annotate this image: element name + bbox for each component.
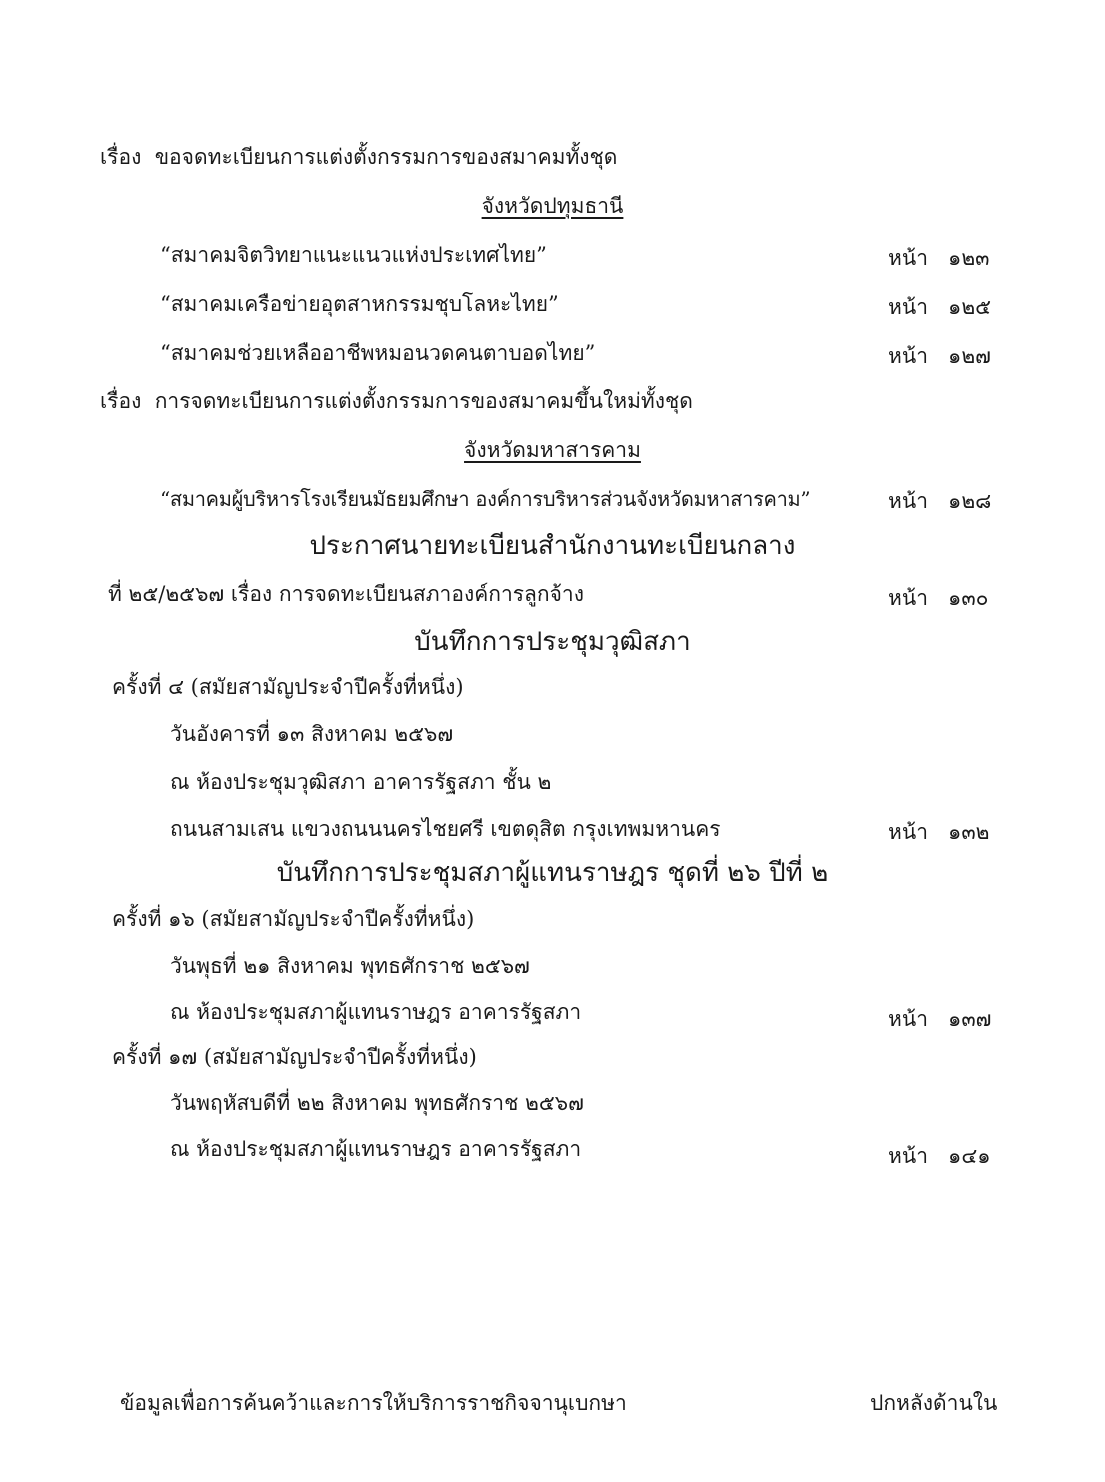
- section1-entry-2-page: [888, 293, 991, 321]
- section3-page: [888, 584, 989, 612]
- section5-meeting-1-date: วันพุธที่ ๒๑ สิงหาคม พุทธศักราช ๒๕๖๗: [170, 954, 530, 978]
- section3-heading: ประกาศนายทะเบียนสำนักงานทะเบียนกลาง: [309, 531, 796, 561]
- section5-meeting-2-place: ณ ห้องประชุมสภาผู้แทนราษฎร อาคารรัฐสภา: [170, 1137, 582, 1161]
- page-number: ๑๒๕: [948, 295, 992, 319]
- section4-place-2: ถนนสามเสน แขวงถนนนครไชยศรี เขตดุสิต กรุงเทพมหานคร: [170, 817, 721, 841]
- section2-entry-1: “สมาคมผู้บริหารโรงเรียนมัธยมศึกษา องค์การบริหารส่วนจังหวัดมหาสารคาม”: [160, 487, 811, 511]
- page-number: ๑๓๒: [948, 820, 990, 844]
- section2-province: จังหวัดมหาสารคาม: [464, 438, 641, 462]
- page-label: หน้า: [888, 295, 928, 319]
- topic-label: เรื่อง: [100, 145, 142, 169]
- page-label: หน้า: [888, 820, 928, 844]
- section2-title-line: [100, 387, 693, 415]
- footer-right: ปกหลังด้านใน: [870, 1391, 998, 1415]
- section5-meeting-2-page: [888, 1142, 991, 1170]
- page-number: ๑๓๐: [948, 586, 989, 610]
- page-number: ๑๒๘: [948, 489, 992, 513]
- section5-meeting-1-session: ครั้งที่ ๑๖ (สมัยสามัญประจำปีครั้งที่หนึ่ง): [112, 907, 475, 931]
- section1-province: จังหวัดปทุมธานี: [481, 194, 624, 218]
- page-label: หน้า: [888, 586, 928, 610]
- page-label: หน้า: [888, 1007, 928, 1031]
- page-label: หน้า: [888, 1144, 928, 1168]
- section4-session: ครั้งที่ ๔ (สมัยสามัญประจำปีครั้งที่หนึ่ง): [112, 675, 464, 699]
- section5-meeting-2-date: วันพฤหัสบดีที่ ๒๒ สิงหาคม พุทธศักราช ๒๕๖๗: [170, 1091, 584, 1115]
- section3-line: ที่ ๒๕/๒๕๖๗ เรื่อง การจดทะเบียนสภาองค์การลูกจ้าง: [108, 582, 584, 606]
- section4-heading: บันทึกการประชุมวุฒิสภา: [414, 627, 691, 657]
- page-number: ๑๒๓: [948, 246, 990, 270]
- page-number: ๑๒๗: [948, 344, 991, 368]
- section2-title: การจดทะเบียนการแต่งตั้งกรรมการของสมาคมขึ้นใหม่ทั้งชุด: [154, 389, 693, 413]
- section5-meeting-2-session: ครั้งที่ ๑๗ (สมัยสามัญประจำปีครั้งที่หนึ่ง): [112, 1045, 477, 1069]
- page-number: ๑๔๑: [948, 1144, 991, 1168]
- section4-date: วันอังคารที่ ๑๓ สิงหาคม ๒๕๖๗: [170, 722, 454, 746]
- page-label: หน้า: [888, 246, 928, 270]
- section1-title-line: [100, 143, 617, 171]
- section1-title: ขอจดทะเบียนการแต่งตั้งกรรมการของสมาคมทั้งชุด: [154, 145, 618, 169]
- section5-heading: บันทึกการประชุมสภาผู้แทนราษฎร ชุดที่ ๒๖ ปีที่ ๒: [276, 858, 829, 888]
- section1-entry-1-page: [888, 244, 990, 272]
- section1-entry-3: “สมาคมช่วยเหลืออาชีพหมอนวดคนตาบอดไทย”: [160, 341, 596, 365]
- page-label: หน้า: [888, 489, 928, 513]
- footer-left: ข้อมูลเพื่อการค้นคว้าและการให้บริการราชกิจจานุเบกษา: [120, 1391, 627, 1415]
- section4-page: [888, 818, 990, 846]
- page-number: ๑๓๗: [948, 1007, 992, 1031]
- section1-entry-3-page: [888, 342, 991, 370]
- section2-entry-1-page: [888, 487, 991, 515]
- section1-entry-2: “สมาคมเครือข่ายอุตสาหกรรมชุบโลหะไทย”: [160, 292, 559, 316]
- topic-label: เรื่อง: [100, 389, 142, 413]
- section1-entry-1: “สมาคมจิตวิทยาแนะแนวแห่งประเทศไทย”: [160, 243, 547, 267]
- section5-meeting-1-place: ณ ห้องประชุมสภาผู้แทนราษฎร อาคารรัฐสภา: [170, 1000, 582, 1024]
- section5-meeting-1-page: [888, 1005, 991, 1033]
- section4-place-1: ณ ห้องประชุมวุฒิสภา อาคารรัฐสภา ชั้น ๒: [170, 770, 552, 794]
- page-label: หน้า: [888, 344, 928, 368]
